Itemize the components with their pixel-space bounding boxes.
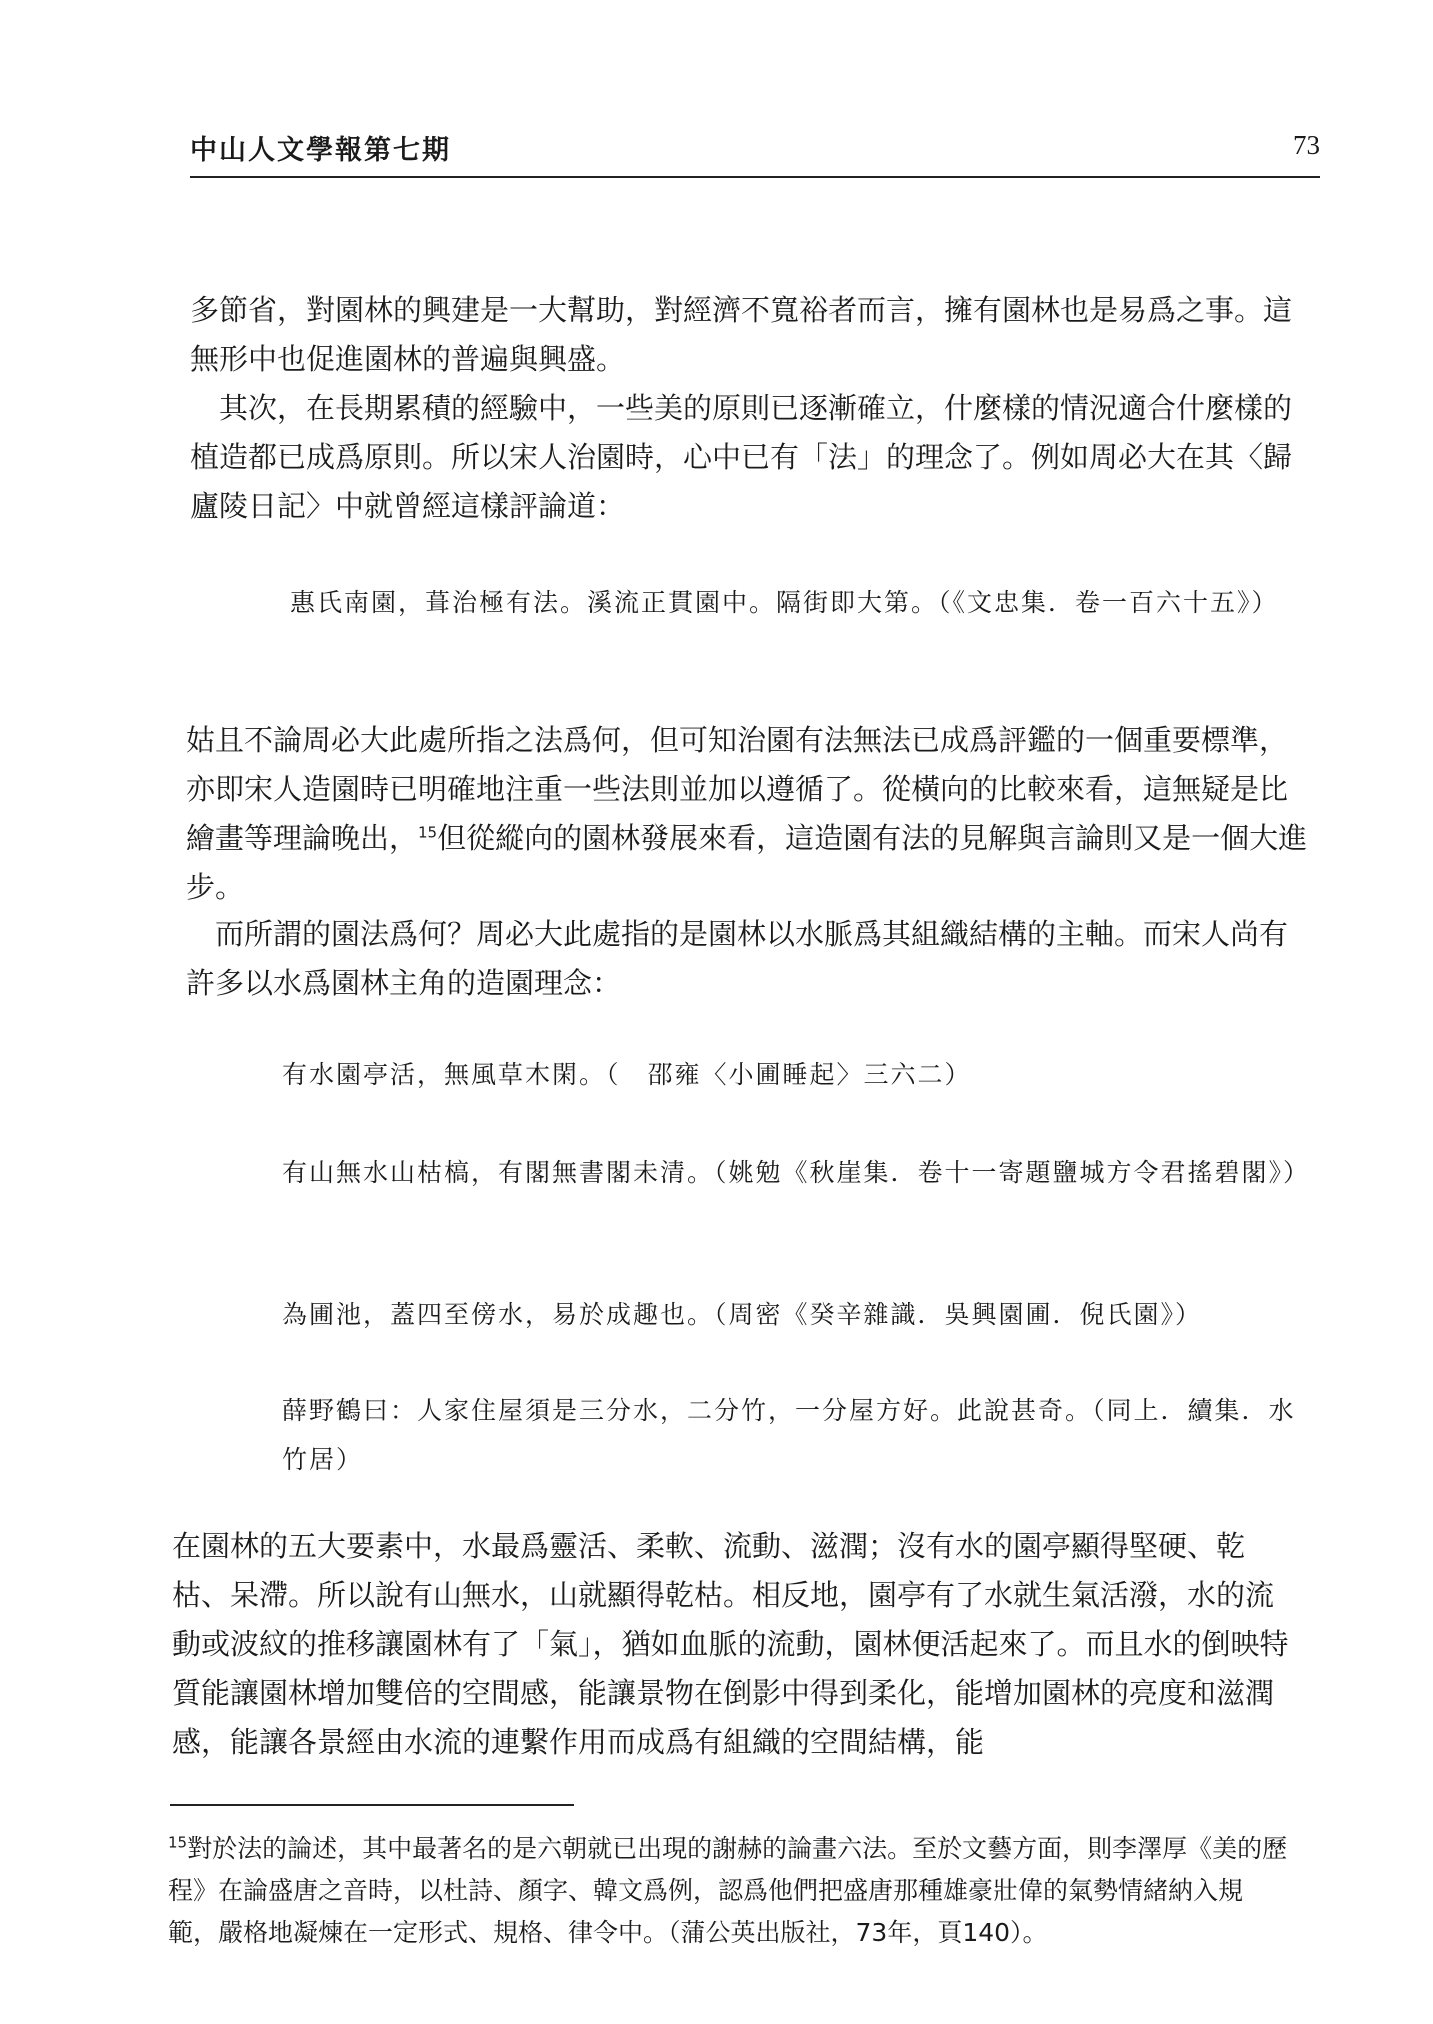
paragraph-3-text-a: 姑且不論周必大此處所指之法爲何，但可知治園有法無法已成爲評鑑的一個重要標準，亦即宋人造園時已明確地注重一些法則並加以遵循了。從橫向的比較來看，這無疑是比繪畫等理論晚出， — [186, 723, 1289, 855]
footnote-15 — [168, 1828, 1288, 1954]
block-quote-2: 有水園亭活，無風草木閑。（ 邵雍〈小圃睡起〉三六二） — [282, 1060, 972, 1089]
journal-title: 中山人文學報第七期 — [190, 135, 451, 166]
block-quote-3: 有山無水山枯槁，有閣無書閣未清。（姚勉《秋崖集．卷十一寄題鹽城方令君搖碧閣》） — [282, 1158, 1311, 1187]
paragraph-3 — [186, 716, 1316, 912]
running-header — [190, 128, 1320, 178]
footnote-number: 15 — [168, 1833, 188, 1852]
footnote-separator — [170, 1804, 574, 1806]
page-number: 73 — [1293, 130, 1320, 160]
paragraph-3-text-b: 但從縱向的園林發展來看，這造園有法的見解與言論則又是一個大進步。 — [186, 821, 1308, 904]
footnote-text: 對於法的論述，其中最著名的是六朝就已出現的謝赫的論畫六法。至於文藝方面，則李澤厚《美的歷程》在論盛唐之音時，以杜詩、顏字、韓文爲例，認爲他們把盛唐那種雄豪壯偉的氣勢情緒納入規範，嚴格地凝煉在一定形式、規格、律令中。（蒲公英出版社，73年，頁140）。 — [168, 1834, 1288, 1947]
block-quote-5: 薛野鶴曰：人家住屋須是三分水，二分竹，一分屋方好。此說甚奇。（同上．續集．水竹居） — [282, 1396, 1296, 1474]
paragraph-1: 多節省，對園林的興建是一大幫助，對經濟不寬裕者而言，擁有園林也是易爲之事。這無形中也促進園林的普遍與興盛。 — [190, 293, 1293, 376]
block-quote-4: 為圃池，蓋四至傍水，易於成趣也。（周密《癸辛雜識．吳興園圃．倪氏園》） — [282, 1300, 1203, 1329]
paragraph-5: 在園林的五大要素中，水最爲靈活、柔軟、流動、滋潤；沒有水的園亭顯得堅硬、乾枯、呆滯。所以說有山無水，山就顯得乾枯。相反地，園亭有了水就生氣活潑，水的流動或波紋的推移讓園林有了「氣」，猶如血脈的流動，園林便活起來了。而且水的倒映特質能讓園林增加雙倍的空間感，能讓景物在倒影中得到柔化，能增加園林的亮度和滋潤感，能讓各景經由水流的連繫作用而成爲有組織的空間結構，能 — [172, 1529, 1289, 1759]
block-quote-1: 惠氏南園，葺治極有法。溪流正貫園中。隔街即大第。（《文忠集．卷一百六十五》） — [290, 588, 1279, 617]
footnote-reference[interactable]: 15 — [418, 823, 438, 842]
paragraph-4: 而所謂的園法爲何？周必大此處指的是園林以水脈爲其組織結構的主軸。而宋人尚有許多以水爲園林主角的造園理念： — [186, 917, 1289, 1000]
paragraph-2: 其次，在長期累積的經驗中，一些美的原則已逐漸確立，什麼樣的情況適合什麼樣的植造都已成爲原則。所以宋人治園時，心中已有「法」的理念了。例如周必大在其〈歸廬陵日記〉中就曾經這樣評論道： — [190, 391, 1293, 523]
